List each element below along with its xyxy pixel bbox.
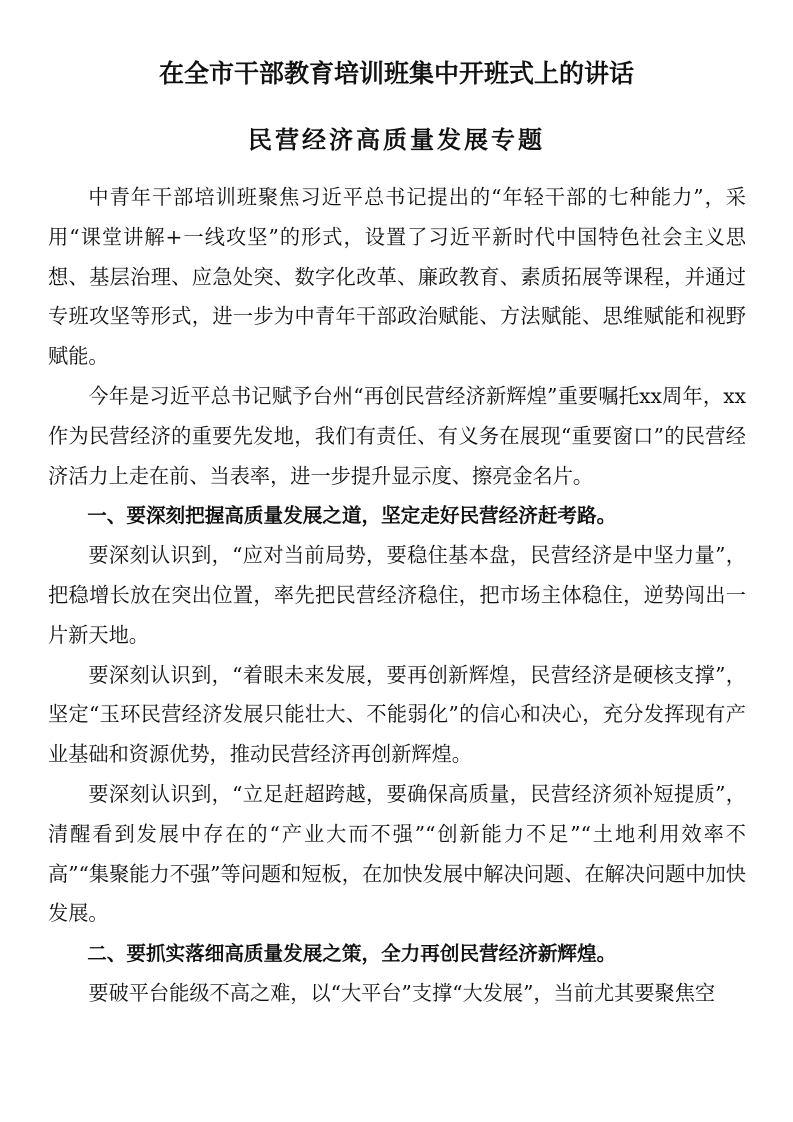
document-title: 在全市干部教育培训班集中开班式上的讲话	[158, 59, 634, 88]
paragraph: 今年是习近平总书记赋予台州“再创民营经济新辉煌”重要嘱托xx周年，xx作为民营经济的重要先发地，我们有责任、有义务在展现“重要窗口”的民营经济活力上走在前、当表率，进一步提升显示度、擦亮金名片。	[48, 383, 746, 488]
paragraph: 要深刻认识到，“应对当前局势，要稳住基本盘，民营经济是中坚力量”，把稳增长放在突出位置，率先把民营经济稳住，把市场主体稳住，逆势闯出一片新天地。	[48, 543, 746, 647]
section-heading: 二、要抓实落细高质量发展之策，全力再创民营经济新辉煌。	[87, 942, 617, 966]
document-body	[48, 178, 746, 1014]
paragraph: 要深刻认识到，“立足赶超跨越，要确保高质量，民营经济须补短提质”，清醒看到发展中存在的“产业大而不强”“创新能力不足”“土地利用效率不高”“集聚能力不强”等问题和短板，在加快发展中解决问题、在解决问题中加快发展。	[48, 781, 746, 926]
paragraph: 要深刻认识到，“着眼未来发展，要再创新辉煌，民营经济是硬核支撑”，坚定“玉环民营经济发展只能壮大、不能弱化”的信心和决心，充分发挥现有产业基础和资源优势，推动民营经济再创新辉煌。	[48, 662, 746, 767]
document-subtitle: 民营经济高质量发展专题	[248, 125, 545, 154]
paragraph: 中青年干部培训班聚焦习近平总书记提出的“年轻干部的七种能力”，采用“课堂讲解+一线攻坚”的形式，设置了习近平新时代中国特色社会主义思想、基层治理、应急处突、数字化改革、廉政教育、素质拓展等课程，并通过专班攻坚等形式，进一步为中青年干部政治赋能、方法赋能、思维赋能和视野赋能。	[48, 185, 746, 369]
paragraph: 要破平台能级不高之难，以“大平台”支撑“大发展”，当前尤其要聚焦空	[88, 980, 716, 1005]
section-heading: 一、要深刻把握高质量发展之道，坚定走好民营经济赶考路。	[87, 504, 617, 528]
